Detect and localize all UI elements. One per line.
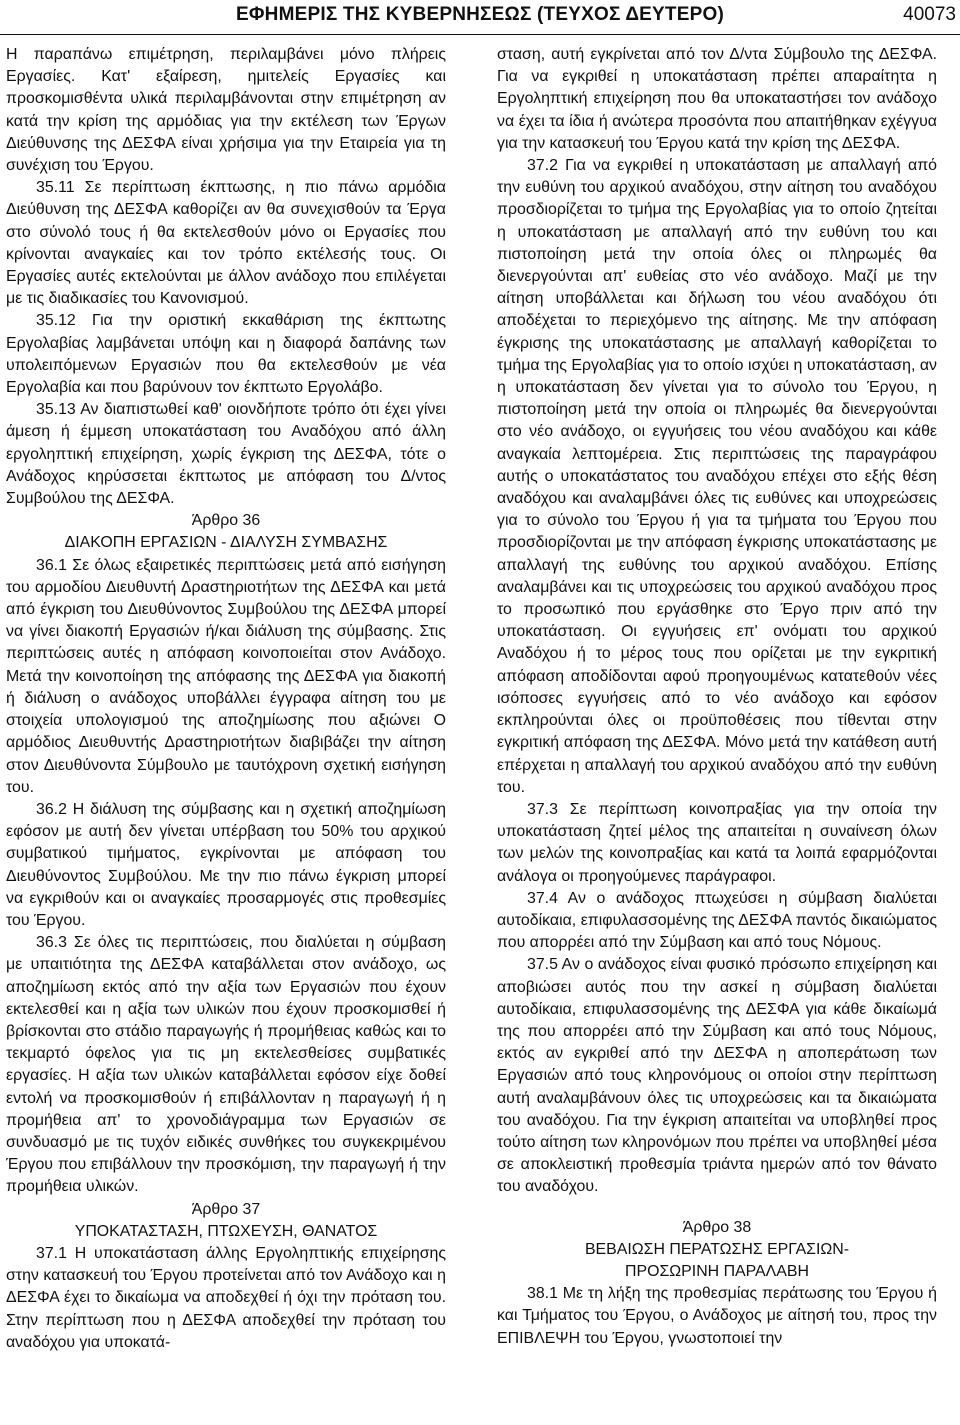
paragraph: σταση, αυτή εγκρίνεται από τον Δ/ντα Σύμβουλο της ΔΕΣΦΑ. Για να εγκριθεί η υποκατάσταση πρέπει απαραίτητα η Εργοληπτική επιχείρηση που θα υποκαταστήσει τον ανάδοχο να έχει τα ίδια ή ανώτερα προσόντα που απαιτήθηκαν εχέγγυα για την κατασκευή του Έργου κατά την κρίση της ΔΕΣΦΑ. [497, 46, 937, 152]
paragraph-36-1: 36.1 Σε όλως εξαιρετικές περιπτώσεις μετά από εισήγηση του αρμοδίου Διευθυντή Δραστηριοτήτων της ΔΕΣΦΑ και μετά από έγκριση του Διευθύνοντος Συμβούλου της ΔΕΣΦΑ μπορεί να γίνει διακοπή Εργασιών ή/και διάλυση της σύμβασης. Στις περιπτώσεις αυτές η απόφαση κοινοποιείται στον Ανάδοχο. Μετά την κοινοποίηση της απόφασης της ΔΕΣΦΑ για διακοπή ή διάλυση ο ανάδοχος υποβάλλει έγγραφα αίτηση του με στοιχεία υπολογισμού της αποζημίωσης που αξιώνει Ο αρμόδιος Διευθυντής Δραστηριοτήτων διαβιβάζει την αίτηση στον Διευθύνοντα Σύμβουλο με ταυτόχρονη σχετική εισήγηση του. [6, 556, 446, 796]
article-36-label: Άρθρο 36 [191, 512, 261, 530]
paragraph-36-2: 36.2 Η διάλυση της σύμβασης και η σχετική αποζημίωση εφόσον με αυτή δεν γίνεται υπέρβαση του 50% του αρχικού συμβατικού τιμήματος, εγκρίνονται με απόφαση του Διευθύνοντος Συμβούλου. Με την πιο πάνω έγκριση μπορεί να εγκριθούν και οι αναγκαίες προσαρμογές στις προθεσμίες του Έργου. [6, 800, 446, 929]
article-38-title-line2: ΠΡΟΣΩΡΙΝΗ ΠΑΡΑΛΑΒΗ [625, 1262, 809, 1280]
paragraph-37-2: 37.2 Για να εγκριθεί η υποκατάσταση με απαλλαγή από την ευθύνη του αρχικού αναδόχου, στην αίτηση του αναδόχου προσδιορίζεται το τμήμα της Εργολαβίας για το οποίο ζητείται η υποκατάσταση με απαλλαγή από την ευθύνη του και πιστοποίηση μετά την οποία όλες οι πληρωμές θα διενεργούνται απ' ευθείας στο νέο ανάδοχο. Μαζί με την αίτηση υποβάλλεται και δήλωση του νέου αναδόχου ότι αποδέχεται το περιεχόμενο της αίτησης. Με την απόφαση έγκρισης της υποκατάστασης με απαλλαγή καθορίζεται το τμήμα της Εργολαβίας για το οποίο ισχύει η υποκατάσταση, αν η υποκατάσταση δεν γίνεται για το σύνολο του Έργου, η πιστοποίηση μετά την οποία οι πληρωμές θα διενεργούνται στο νέο ανάδοχο, οι εγγυήσεις του νέου αναδόχου και κάθε αναγκαία λεπτομέρεια. Στις περιπτώσεις της παραγράφου αυτής ο υποκατάστατος του αναδόχου επέχει στο εξής θέση αναδόχου και αναλαμβάνει όλες τις ευθύνες και υποχρεώσεις για το σύνολο του Έργου ή για τα τμήματα του Έργου που προσδιορίζονται με την απόφαση έγκρισης υποκατάστασης με απαλλαγή της ευθύνης του αρχικού αναδόχου. Επίσης αναλαμβάνει και τις υποχρεώσεις του αρχικού αναδόχου προς το προσωπικό που εργάσθηκε στο Έργο πριν από την υποκατάσταση. Οι εγγυήσεις επ' ονόματι του αρχικού Αναδόχου ή το μέρος τους που ορίζεται με την εγκριτική απόφαση αποδίδονται αφού προηγουμένως κατατεθούν νέες ισόποσες εγγυήσεις από το νέο ανάδοχο και εφόσον εκπληρούνται όλες οι προϋποθέσεις που τίθενται στην εγκριτική απόφαση της ΔΕΣΦΑ. Μόνο μετά την κατάθεση αυτή επέρχεται η απαλλαγή του αρχικού αναδόχου από την ευθύνη του. [497, 157, 937, 796]
right-column [497, 44, 937, 1350]
article-38-title-line1: ΒΕΒΑΙΩΣΗ ΠΕΡΑΤΩΣΗΣ ΕΡΓΑΣΙΩΝ- [584, 1240, 850, 1258]
paragraph-37-3: 37.3 Σε περίπτωση κοινοπραξίας για την οποία την υποκατάσταση ζητεί μέλος της απαιτείται η συναίνεση όλων των μελών της κοινοπραξίας και κατά τα λοιπά εφαρμόζονται ανάλογα οι προηγούμενες παράγραφοι. [497, 800, 937, 885]
paragraph-37-5: 37.5 Αν ο ανάδοχος είναι φυσικό πρόσωπο επιχείρηση και αποβιώσει αυτός που την ασκεί η σύμβαση διαλύεται αυτοδίκαια, επιφυλασσομένης της ΔΕΣΦΑ για κάθε δικαίωμά της που απορρέει από την Σύμβαση και από τους Νόμους, εκτός αν εγκριθεί από την ΔΕΣΦΑ η αποπεράτωση των Εργασιών από τους κληρονόμους οι οποίοι στην περίπτωση αυτή αναλαμβάνουν όλες τις υποχρεώσεις και τα δικαιώματα του αναδόχου. Για την έγκριση απαιτείται να υποβληθεί προς τούτο αίτηση των κληρονόμων που πρέπει να υποβληθεί μέσα σε αποκλειστική προθεσμία τριάντα ημερών από τον θάνατο του αναδόχου. [497, 956, 937, 1196]
paragraph-36-3: 36.3 Σε όλες τις περιπτώσεις, που διαλύεται η σύμβαση με υπαιτιότητα της ΔΕΣΦΑ καταβάλλεται στον ανάδοχο, ως αποζημίωση εκτός από την αξία των Εργασιών που έχουν εκτελεσθεί και η αξία των υλικών που έχουν προσκομισθεί ή βρίσκονται στο στάδιο παραγωγής ή προμήθειας καθώς και το τεκμαρτό όφελος για τις μη εκτελεσθείσες συμβατικές εργασίες. Η αξία των υλικών καταβάλλεται εφόσον είχε δοθεί εντολή να προσκομισθούν ή επιβάλλονταν η παραγωγή ή η προμήθεια απ' το χρονοδιάγραμμα των Εργασιών σε συνδυασμό με τις τυχόν ειδικές συνθήκες του συγκεκριμένου Έργου που επιβάλλουν την προσκόμιση, την παραγωγή ή την προμήθεια υλικών. [6, 934, 446, 1196]
article-38-label: Άρθρο 38 [682, 1218, 752, 1236]
left-column [6, 44, 446, 1354]
paragraph-37-1: 37.1 Η υποκατάσταση άλλης Εργοληπτικής επιχείρησης στην κατασκευή του Έργου προτείνεται από τον Ανάδοχο και η ΔΕΣΦΑ έχει το δικαίωμα να αποδεχθεί ή όχι την πρόταση του. Στην περίπτωση που η ΔΕΣΦΑ αποδεχθεί την πρόταση του αναδόχου για υποκατά- [6, 1244, 446, 1351]
paragraph-37-4: 37.4 Αν ο ανάδοχος πτωχεύσει η σύμβαση διαλύεται αυτοδίκαια, επιφυλασσομένης της ΔΕΣΦΑ παντός δικαιώματος που απορρέει από την Σύμβαση και από τους Νόμους. [497, 889, 937, 952]
paragraph-35-11: 35.11 Σε περίπτωση έκπτωσης, η πιο πάνω αρμόδια Διεύθυνση της ΔΕΣΦΑ καθορίζει αν θα συνεχισθούν τα Έργα στο σύνολό τους ή θα εκτελεσθούν μόνο οι Εργασίες που κρίνονται αναγκαίες και τον τρόπο εκτέλεσής τους. Οι Εργασίες αυτές εκτελούνται με άλλον ανάδοχο που επιλέγεται με τις διαδικασίες του Κανονισμού. [6, 179, 446, 308]
gazette-title: ΕΦΗΜΕΡΙΣ ΤΗΣ ΚΥΒΕΡΝΗΣΕΩΣ (ΤΕΥΧΟΣ ΔΕΥΤΕΡΟ) [236, 4, 724, 25]
article-37-title: ΥΠΟΚΑΤΑΣΤΑΣΗ, ΠΤΩΧΕΥΣΗ, ΘΑΝΑΤΟΣ [74, 1222, 378, 1240]
page-header [0, 0, 960, 35]
paragraph-35-13: 35.13 Αν διαπιστωθεί καθ' οιονδήποτε τρόπο ότι έχει γίνει άμεση ή έμμεση υποκατάσταση του Αναδόχου από άλλη εργοληπτική επιχείρηση, χωρίς έγκριση της ΔΕΣΦΑ, τότε ο Ανάδοχος κηρύσσεται έκπτωτος με απόφαση του Δ/ντος Συμβούλου της ΔΕΣΦΑ. [6, 401, 446, 508]
article-37-label: Άρθρο 37 [191, 1200, 261, 1218]
paragraph-35-12: 35.12 Για την οριστική εκκαθάριση της έκπτωτης Εργολαβίας λαμβάνεται υπόψη και η διαφορά δαπάνης των υπολειπόμενων Εργασιών που θα εκτελεσθούν με νέα Εργολαβία και που βαρύνουν τον έκπτωτο Εργολάβο. [6, 312, 446, 397]
article-36-title: ΔΙΑΚΟΠΗ ΕΡΓΑΣΙΩΝ - ΔΙΑΛΥΣΗ ΣΥΜΒΑΣΗΣ [64, 534, 388, 552]
page-number: 40073 [903, 4, 956, 25]
paragraph: Η παραπάνω επιμέτρηση, περιλαμβάνει μόνο πλήρεις Εργασίες. Κατ' εξαίρεση, ημιτελείς Εργασίες και προσκομισθέντα υλικά περιλαμβάνονται στην επιμέτρηση αν κατά την κρίση της αρμόδιας για την εκτέλεση των Έργων Διεύθυνσης της ΔΕΣΦΑ είναι χρήσιμα για την Εταιρεία για τη συνέχιση του Έργου. [6, 46, 446, 175]
paragraph-38-1: 38.1 Με τη λήξη της προθεσμίας περάτωσης του Έργου ή και Τμήματος του Έργου, ο Ανάδοχος με αίτησή του, προς την ΕΠΙΒΛΕΨΗ του Έργου, γνωστοποιεί την [497, 1285, 937, 1347]
